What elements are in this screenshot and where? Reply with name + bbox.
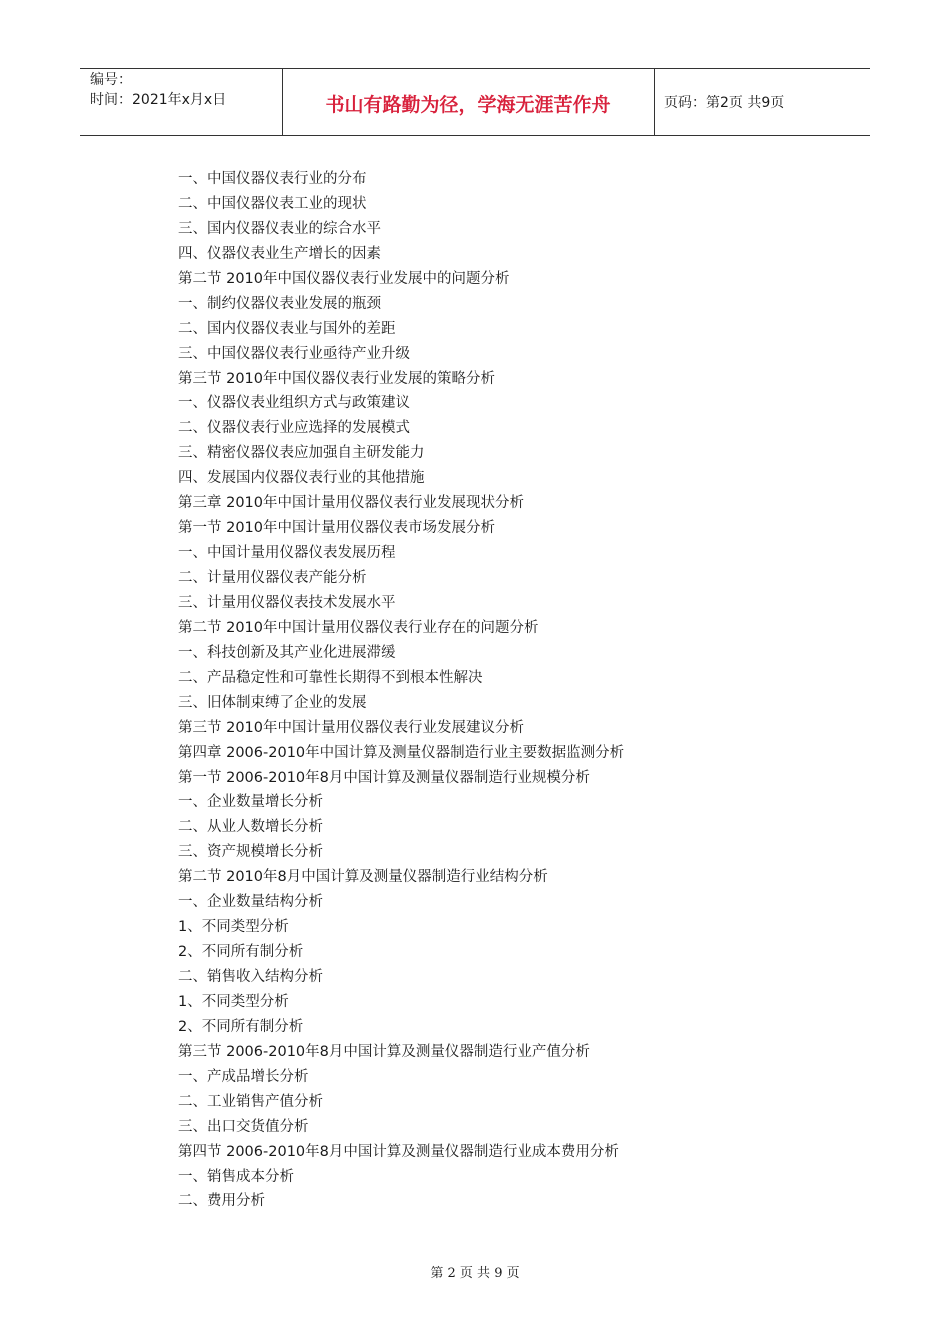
toc-entry: 三、资产规模增长分析 <box>178 844 323 861</box>
toc-entry: 2、不同所有制分析 <box>178 944 304 961</box>
toc-entry: 二、工业销售产值分析 <box>178 1093 323 1110</box>
toc-entry: 四、发展国内仪器仪表行业的其他措施 <box>178 470 425 487</box>
page-header <box>80 68 870 136</box>
toc-entry: 第二节 2010年8月中国计算及测量仪器制造行业结构分析 <box>178 869 548 886</box>
toc-entry: 第一节 2010年中国计量用仪器仪表市场发展分析 <box>178 520 496 537</box>
toc-entry: 第三节 2010年中国仪器仪表行业发展的策略分析 <box>178 370 496 387</box>
toc-entry: 第四节 2006-2010年8月中国计算及测量仪器制造行业成本费用分析 <box>178 1143 619 1160</box>
toc-entry: 1、不同类型分析 <box>178 993 289 1010</box>
toc-entry: 第一节 2006-2010年8月中国计算及测量仪器制造行业规模分析 <box>178 769 590 786</box>
toc-entry: 2、不同所有制分析 <box>178 1018 304 1035</box>
toc-entry: 三、国内仪器仪表业的综合水平 <box>178 220 381 237</box>
toc-entry: 第三章 2010年中国计量用仪器仪表行业发展现状分析 <box>178 495 525 512</box>
header-motto: 书山有路勤为径，学海无涯苦作舟 <box>325 94 611 116</box>
toc-entry: 二、费用分析 <box>178 1193 265 1210</box>
toc-entry: 二、销售收入结构分析 <box>178 969 323 985</box>
toc-entry: 三、旧体制束缚了企业的发展 <box>178 694 367 711</box>
header-bottom-rule <box>80 135 870 136</box>
toc-entry: 三、精密仪器仪表应加强自主研发能力 <box>178 445 425 462</box>
table-of-contents <box>178 167 878 1214</box>
toc-entry: 第二节 2010年中国仪器仪表行业发展中的问题分析 <box>178 270 510 287</box>
toc-entry: 一、科技创新及其产业化进展滞缓 <box>178 644 396 661</box>
toc-entry: 一、制约仪器仪表业发展的瓶颈 <box>178 295 381 312</box>
toc-entry: 一、企业数量结构分析 <box>178 894 323 911</box>
toc-entry: 三、中国仪器仪表行业亟待产业升级 <box>178 345 410 362</box>
page-footer: 第 2 页 共 9 页 <box>430 1266 520 1281</box>
toc-entry: 二、仪器仪表行业应选择的发展模式 <box>178 420 410 437</box>
number-label: 编号： <box>90 72 132 88</box>
toc-entry: 1、不同类型分析 <box>178 919 289 936</box>
toc-entry: 一、中国仪器仪表行业的分布 <box>178 171 367 187</box>
toc-entry: 二、从业人数增长分析 <box>178 819 323 836</box>
toc-entry: 第二节 2010年中国计量用仪器仪表行业存在的问题分析 <box>178 619 539 636</box>
toc-entry: 第三节 2006-2010年8月中国计算及测量仪器制造行业产值分析 <box>178 1043 590 1060</box>
toc-entry: 二、中国仪器仪表工业的现状 <box>178 195 367 212</box>
toc-entry: 第四章 2006-2010年中国计算及测量仪器制造行业主要数据监测分析 <box>178 744 625 761</box>
toc-entry: 一、仪器仪表业组织方式与政策建议 <box>178 395 410 412</box>
toc-entry: 一、中国计量用仪器仪表发展历程 <box>178 545 396 562</box>
date-label: 时间：2021年x月x日 <box>90 92 227 108</box>
toc-entry: 二、计量用仪器仪表产能分析 <box>178 570 367 586</box>
header-top-rule <box>80 68 870 69</box>
toc-entry: 一、产成品增长分析 <box>178 1068 309 1085</box>
toc-entry: 四、仪器仪表业生产增长的因素 <box>178 245 381 262</box>
header-page-label: 页码：第2页 共9页 <box>664 95 785 111</box>
toc-entry: 二、国内仪器仪表业与国外的差距 <box>178 320 396 337</box>
toc-entry: 三、计量用仪器仪表技术发展水平 <box>178 594 396 611</box>
toc-entry: 三、出口交货值分析 <box>178 1118 309 1135</box>
toc-entry: 二、产品稳定性和可靠性长期得不到根本性解决 <box>178 669 483 686</box>
toc-entry: 一、企业数量增长分析 <box>178 794 323 811</box>
header-divider-right <box>654 68 655 136</box>
header-left-cell <box>90 70 226 110</box>
toc-entry: 一、销售成本分析 <box>178 1168 294 1185</box>
toc-entry: 第三节 2010年中国计量用仪器仪表行业发展建议分析 <box>178 719 525 736</box>
